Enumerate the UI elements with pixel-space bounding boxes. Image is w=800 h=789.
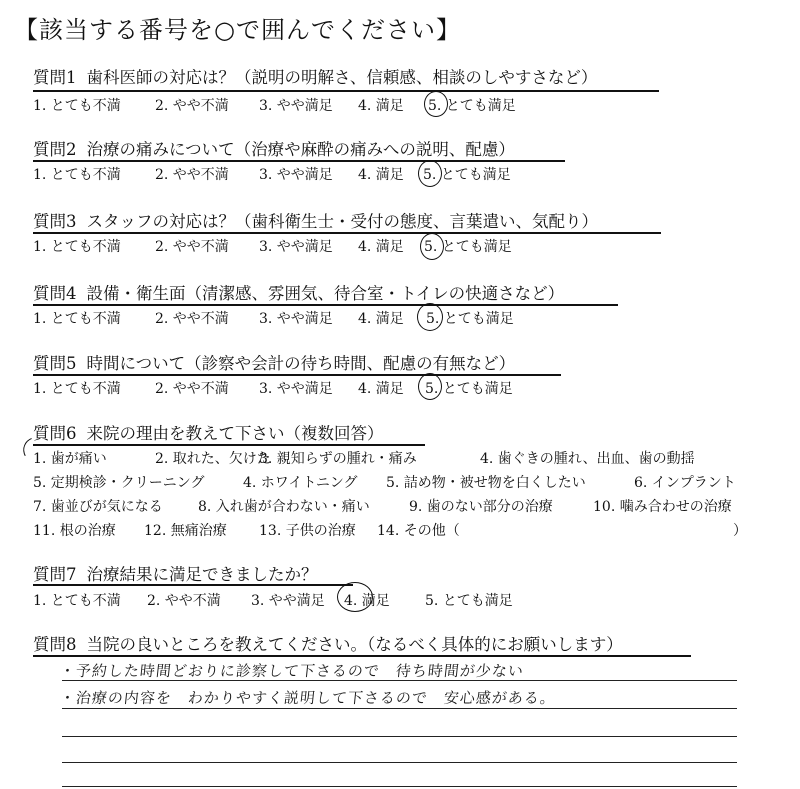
q7-option-4[interactable]: 4. 満足	[344, 593, 390, 609]
q2-option-2[interactable]: 2. やや不満	[155, 167, 229, 183]
q5-option-2[interactable]: 2. やや不満	[155, 381, 229, 397]
q5-option-4[interactable]: 4. 満足	[358, 381, 404, 397]
q4-option-4[interactable]: 4. 満足	[358, 311, 404, 327]
reason-9[interactable]: 7. 歯並びが気になる	[33, 499, 163, 515]
q1-option-3[interactable]: 3. やや満足	[259, 98, 333, 114]
question-8-text: 当院の良いところを教えてください。（なるべく具体的にお願いします）	[86, 635, 623, 654]
question-7-label: 質問7	[33, 565, 77, 584]
reason-3[interactable]: 3. 親知らずの腫れ・痛み	[259, 451, 417, 467]
question-4-underline	[33, 304, 618, 306]
question-8-underline	[33, 655, 691, 657]
question-1	[33, 64, 597, 88]
q1-option-4[interactable]: 4. 満足	[358, 98, 404, 114]
q4-option-5[interactable]: 5. とても満足	[426, 311, 514, 327]
reason-16-close: ）	[733, 523, 747, 539]
q5-option-1[interactable]: 1. とても不満	[33, 381, 121, 397]
q4-option-3[interactable]: 3. やや満足	[259, 311, 333, 327]
q3-option-4[interactable]: 4. 満足	[358, 239, 404, 255]
question-3-text: スタッフの対応は？（歯科衛生士・受付の態度、言葉遣い、気配り）	[86, 212, 598, 231]
reason-5[interactable]: 5. 定期検診・クリーニング	[33, 475, 205, 491]
q2-option-4[interactable]: 4. 満足	[358, 167, 404, 183]
question-2-label: 質問2	[33, 140, 77, 159]
question-4-label: 質問4	[33, 284, 77, 303]
question-1-underline	[33, 90, 659, 92]
question-4	[33, 280, 564, 304]
q4-selected-circle	[417, 303, 443, 331]
q7-option-5[interactable]: 5. とても満足	[425, 593, 513, 609]
q3-option-5[interactable]: 5. とても満足	[424, 239, 512, 255]
reason-14[interactable]: 12. 無痛治療	[144, 523, 227, 539]
reason-10[interactable]: 8. 入れ歯が合わない・痛い	[198, 499, 370, 515]
reason-1[interactable]: 1. 歯が痛い	[33, 451, 107, 467]
q1-option-2[interactable]: 2. やや不満	[155, 98, 229, 114]
answer-rule-5	[62, 786, 737, 787]
question-1-label: 質問1	[33, 68, 77, 87]
page-title: 【該当する番号を○で囲んでください】	[14, 16, 461, 44]
q1-option-5[interactable]: 5. とても満足	[428, 98, 516, 114]
q2-option-5[interactable]: 5. とても満足	[423, 167, 511, 183]
answer-rule-2	[62, 708, 737, 709]
q7-option-3[interactable]: 3. やや満足	[251, 593, 325, 609]
question-2-text: 治療の痛みについて（治療や麻酔の痛みへの説明、配慮）	[86, 140, 515, 159]
reason-15[interactable]: 13. 子供の治療	[259, 523, 356, 539]
q2-option-3[interactable]: 3. やや満足	[259, 167, 333, 183]
q5-option-3[interactable]: 3. やや満足	[259, 381, 333, 397]
q2-selected-circle	[418, 160, 442, 187]
question-7-text: 治療結果に満足できましたか？	[86, 565, 318, 584]
reason-13[interactable]: 11. 根の治療	[33, 523, 116, 539]
answer-rule-3	[62, 736, 737, 737]
q4-option-2[interactable]: 2. やや不満	[155, 311, 229, 327]
question-6-text: 来院の理由を教えて下さい（複数回答）	[86, 424, 384, 443]
handwritten-answer-2: ・治療の内容を わかりやすく説明して下さるので 安心感がある。	[59, 689, 557, 707]
question-5-label: 質問5	[33, 354, 77, 373]
reason-16[interactable]: 14. その他（	[377, 523, 460, 539]
q1-option-1[interactable]: 1. とても不満	[33, 98, 121, 114]
reason-11[interactable]: 9. 歯のない部分の治療	[409, 499, 553, 515]
q7-selected-circle	[337, 582, 373, 612]
reason-4[interactable]: 4. 歯ぐきの腫れ、出血、歯の動揺	[480, 451, 695, 467]
question-3-label: 質問3	[33, 212, 77, 231]
question-3-underline	[33, 232, 661, 234]
question-3	[33, 208, 598, 232]
answer-rule-4	[62, 762, 737, 763]
q7-option-2[interactable]: 2. やや不満	[147, 593, 221, 609]
question-7-underline	[33, 584, 353, 586]
q2-option-1[interactable]: 1. とても不満	[33, 167, 121, 183]
q5-selected-circle	[418, 373, 442, 400]
question-2-underline	[33, 160, 565, 162]
question-6	[33, 420, 384, 444]
question-7	[33, 561, 318, 585]
q1-selected-circle	[424, 91, 448, 117]
question-2	[33, 136, 515, 160]
q3-option-2[interactable]: 2. やや不満	[155, 239, 229, 255]
question-8	[33, 631, 623, 655]
reason-12[interactable]: 10. 噛み合わせの治療	[593, 499, 732, 515]
question-4-text: 設備・衛生面（清潔感、雰囲気、待合室・トイレの快適さなど）	[86, 284, 565, 303]
question-5-text: 時間について（診察や会計の待ち時間、配慮の有無など）	[86, 354, 516, 373]
reason-6[interactable]: 4. ホワイトニング	[243, 475, 358, 491]
reason-2[interactable]: 2. 取れた、欠けた	[155, 451, 271, 467]
question-6-underline	[33, 444, 425, 446]
question-5-underline	[33, 374, 561, 376]
q7-option-1[interactable]: 1. とても不満	[33, 593, 121, 609]
q5-option-5[interactable]: 5. とても満足	[425, 381, 513, 397]
question-6-label: 質問6	[33, 424, 77, 443]
handwritten-answer-1: ・予約した時間どおりに診察して下さるので 待ち時間が少ない	[59, 662, 525, 680]
question-8-label: 質問8	[33, 635, 77, 654]
q4-option-1[interactable]: 1. とても不満	[33, 311, 121, 327]
reason-8[interactable]: 6. インプラント	[634, 475, 736, 491]
reason-7[interactable]: 5. 詰め物・被せ物を白くしたい	[386, 475, 586, 491]
question-5	[33, 350, 515, 374]
question-1-text: 歯科医師の対応は？（説明の明解さ、信頼感、相談のしやすさなど）	[86, 68, 598, 87]
q3-selected-circle	[420, 233, 444, 260]
q3-option-3[interactable]: 3. やや満足	[259, 239, 333, 255]
q3-option-1[interactable]: 1. とても不満	[33, 239, 121, 255]
